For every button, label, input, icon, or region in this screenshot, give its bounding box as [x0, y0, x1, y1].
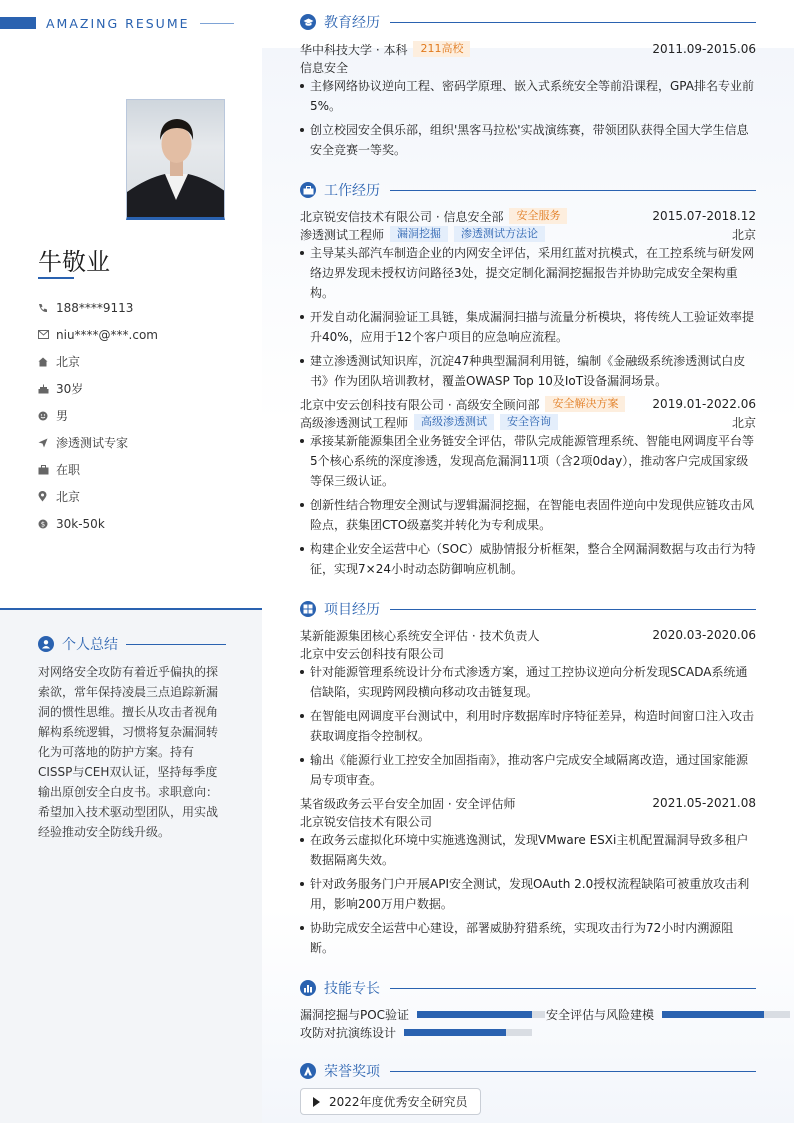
- project-bullet: 针对政务服务门户开展API安全测试，发现OAuth 2.0授权流程缺陷可被重放攻击利用，影响200万用户数据。: [300, 874, 756, 914]
- info-email: [38, 321, 248, 348]
- job-city: 北京: [731, 227, 756, 242]
- job-skill-tag: 高级渗透测试: [414, 414, 494, 430]
- project-bullet: 针对能源管理系统设计分布式渗透方案，通过工控协议逆向分析发现SCADA系统通信缺陷，实现跨网段横向移动攻击链复现。: [300, 662, 756, 702]
- job-skill-tag: 安全咨询: [500, 414, 558, 430]
- awards-title-line: [390, 1071, 756, 1072]
- major: 信息安全: [300, 60, 349, 75]
- project-company: 北京锐安信技术有限公司: [300, 814, 433, 829]
- project-bullet: 在智能电网调度平台测试中，利用时序数据库时序特征差异，构造时间窗口注入攻击获取调度指令控制权。: [300, 706, 756, 746]
- skill-item: [300, 1024, 532, 1040]
- education-bullet: 创立校园安全俱乐部，组织'黑客马拉松'实战演练赛，带领团队获得全国大学生信息安全竞赛一等奖。: [300, 120, 756, 160]
- summary-title-line: [126, 644, 226, 645]
- education-header: [300, 12, 756, 32]
- info-target-city: [38, 483, 248, 510]
- job-bullet: 承接某新能源集团全业务链安全评估，带队完成能源管理系统、智能电网调度平台等5个核心系统的深度渗透，发现高危漏洞11项（含2项0day），推动客户完成国家级等保三级认证。: [300, 431, 756, 491]
- project-company-row: [300, 644, 756, 662]
- project-name: 某省级政务云平台安全加固 · 安全评估师: [300, 796, 516, 811]
- grid-icon: [300, 601, 316, 617]
- job-bullet: 开发自动化漏洞验证工具链，集成漏洞扫描与流量分析模块，将传统人工验证效率提升40%，应用于12个客户项目的应急响应流程。: [300, 307, 756, 347]
- education-school-row: [300, 40, 756, 58]
- summary-text: 对网络安全攻防有着近乎偏执的探索欲，常年保持凌晨三点追踪新漏洞的惯性思维。擅长从攻击者视角解构系统逻辑，习惯将复杂漏洞转化为可落地的防护方案。持有CISSP与CEH双认证，坚持每季度输出原创安全白皮书。求职意向：希望加入技术驱动型团队，用实战经验推动安全防线升级。: [38, 665, 219, 839]
- project-name-row: [300, 794, 756, 812]
- school-tag: 211高校: [413, 41, 470, 57]
- work-title-line: [390, 190, 756, 191]
- job-company: 北京中安云创科技有限公司 · 高级安全顾问部: [300, 397, 540, 412]
- project-date: 2020.03-2020.06: [652, 628, 756, 642]
- projects-title-line: [390, 609, 756, 610]
- salary-text: 30k-50k: [56, 516, 105, 531]
- contact-info: [38, 294, 248, 537]
- job-date: 2015.07-2018.12: [652, 209, 756, 223]
- education-title: 教育经历: [324, 15, 380, 31]
- portrait-image: [127, 100, 225, 218]
- skills-title-line: [390, 988, 756, 989]
- location-pin-icon: [38, 490, 56, 504]
- money-icon: [38, 517, 56, 531]
- city-text: 北京: [56, 355, 81, 369]
- info-gender: [38, 402, 248, 429]
- email-icon: [38, 328, 56, 342]
- send-icon: [38, 436, 56, 450]
- bar-chart-icon: [300, 980, 316, 996]
- project-name-row: [300, 626, 756, 644]
- skill-name: 安全评估与风险建模: [546, 1007, 655, 1022]
- info-position: [38, 429, 248, 456]
- info-status: [38, 456, 248, 483]
- award-text: 2022年度优秀安全研究员: [329, 1095, 468, 1109]
- email-text: niu****@***.com: [56, 327, 158, 342]
- brand-divider: [200, 23, 234, 24]
- project-date: 2021.05-2021.08: [652, 796, 756, 810]
- projects-header: [300, 599, 756, 619]
- skill-bar: [417, 1011, 545, 1018]
- left-column: [0, 0, 262, 1123]
- education-major-row: [300, 58, 756, 76]
- cake-icon: [38, 382, 56, 396]
- summary-title: 个人总结: [62, 637, 118, 653]
- awards-title: 荣誉奖项: [324, 1064, 380, 1080]
- phone-text: 188****9113: [56, 300, 134, 315]
- status-text: 在职: [56, 463, 81, 477]
- job-skill-tag: 渗透测试方法论: [454, 226, 545, 242]
- job-tag: 安全服务: [509, 208, 567, 224]
- profile-photo: [126, 99, 225, 220]
- job-company: 北京锐安信技术有限公司 · 信息安全部: [300, 209, 504, 224]
- education-bullet: 主修网络协议逆向工程、密码学原理、嵌入式系统安全等前沿课程，GPA排名专业前5%。: [300, 76, 756, 116]
- job-bullet: 主导某头部汽车制造企业的内网安全评估，采用红蓝对抗模式，在工控系统与研发网络边界发现未授权访问路径3处，提交定制化漏洞挖掘报告并协助完成安全架构重构。: [300, 243, 756, 303]
- job-date: 2019.01-2022.06: [652, 397, 756, 411]
- person-name: 牛敬业: [38, 248, 110, 276]
- skill-item: [300, 1006, 545, 1022]
- svg-text:$: $: [40, 520, 46, 529]
- info-city: [38, 348, 248, 375]
- job-role: 渗透测试工程师: [300, 227, 385, 242]
- skill-item: [546, 1006, 790, 1022]
- play-triangle-icon: [313, 1097, 320, 1107]
- brand-accent-bar: [0, 17, 36, 29]
- job-city: 北京: [731, 415, 756, 430]
- brand-title: AMAZING RESUME: [46, 15, 190, 31]
- user-icon: [38, 636, 54, 652]
- award-badge: [300, 1088, 481, 1115]
- position-text: 渗透测试专家: [56, 436, 129, 450]
- skill-bar: [404, 1029, 532, 1036]
- work-title: 工作经历: [324, 183, 380, 199]
- project-bullet: 协助完成安全运营中心建设，部署威胁狩猎系统，实现攻击行为72小时内溯源阻断。: [300, 918, 756, 958]
- awards-header: [300, 1061, 756, 1081]
- job-role-row: [300, 225, 756, 243]
- project-bullet: 输出《能源行业工控安全加固指南》，推动客户完成安全域隔离改造，通过国家能源局专项审查。: [300, 750, 756, 790]
- brand-header: [0, 15, 234, 31]
- graduation-cap-icon: [300, 14, 316, 30]
- project-company: 北京中安云创科技有限公司: [300, 646, 445, 661]
- skill-bar: [662, 1011, 790, 1018]
- name-underline: [38, 277, 74, 279]
- skills-title: 技能专长: [324, 981, 380, 997]
- target-city-text: 北京: [56, 490, 81, 504]
- skill-bar-fill: [417, 1011, 532, 1018]
- education-title-line: [390, 22, 756, 23]
- info-age: [38, 375, 248, 402]
- job-company-row: [300, 207, 756, 225]
- gender-text: 男: [56, 409, 69, 423]
- job-bullet: 构建企业安全运营中心（SOC）威胁情报分析框架，整合全网漏洞数据与攻击行为特征，实现7×24小时动态防御响应机制。: [300, 539, 756, 579]
- award-icon: [300, 1063, 316, 1079]
- info-phone: [38, 294, 248, 321]
- job-role: 高级渗透测试工程师: [300, 415, 409, 430]
- info-salary: [38, 510, 248, 537]
- education-date: 2011.09-2015.06: [652, 42, 756, 56]
- job-tag: 安全解决方案: [545, 396, 625, 412]
- skill-bar-fill: [404, 1029, 506, 1036]
- job-skill-tag: 漏洞挖掘: [390, 226, 448, 242]
- home-icon: [38, 355, 56, 369]
- phone-icon: [38, 301, 56, 315]
- skill-name: 攻防对抗演练设计: [300, 1025, 397, 1040]
- skills-header: [300, 978, 756, 998]
- project-company-row: [300, 812, 756, 830]
- school-name: 华中科技大学 · 本科: [300, 42, 408, 57]
- project-name: 某新能源集团核心系统安全评估 · 技术负责人: [300, 628, 540, 643]
- briefcase-icon: [300, 182, 316, 198]
- summary-header: [38, 634, 226, 654]
- project-bullet: 在政务云虚拟化环境中实施逃逸测试，发现VMware ESXi主机配置漏洞导致多租户数据隔离失效。: [300, 830, 756, 870]
- projects-title: 项目经历: [324, 602, 380, 618]
- face-icon: [38, 409, 56, 423]
- skill-bar-fill: [662, 1011, 764, 1018]
- age-text: 30岁: [56, 382, 84, 396]
- job-company-row: [300, 395, 756, 413]
- job-role-row: [300, 413, 756, 431]
- work-header: [300, 180, 756, 200]
- briefcase-icon: [38, 463, 56, 477]
- job-bullet: 建立渗透测试知识库，沉淀47种典型漏洞利用链，编制《金融级系统渗透测试白皮书》作为团队培训教材，覆盖OWASP Top 10及IoT设备漏洞场景。: [300, 351, 756, 391]
- skill-name: 漏洞挖掘与POC验证: [300, 1007, 410, 1022]
- job-bullet: 创新性结合物理安全测试与逻辑漏洞挖掘，在智能电表固件逆向中发现供应链攻击风险点，获集团CTO级嘉奖并转化为专利成果。: [300, 495, 756, 535]
